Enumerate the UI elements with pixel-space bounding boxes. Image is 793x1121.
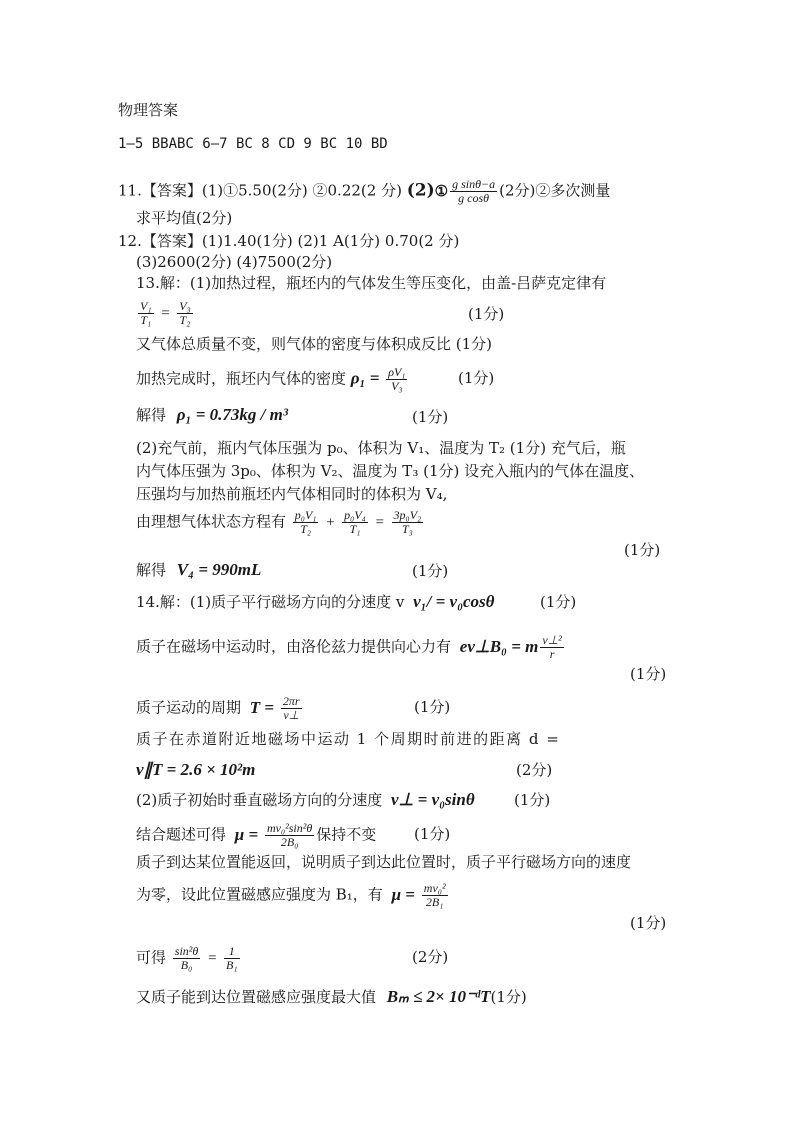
q13-equation-1: $\frac{\text{V₁}}{\text{T₁}}$ = $\frac{\text{V₃}}{\text{T₂}}$: [140, 299, 191, 327]
q12-line-1: 12.【答案】(1)1.40(1分) (2)1 A(1分) 0.70(2 分): [118, 232, 460, 250]
q14-score-1: (1分): [540, 593, 577, 611]
q13-score-4: (1分): [412, 408, 449, 426]
frac-g2: $\frac{\text{p₀V₄}}{\text{T₁}}$: [344, 508, 366, 536]
q14-eq-5: v⊥ = v₀sinθ: [391, 790, 475, 809]
q14-score-9: (2分): [412, 948, 449, 966]
multiple-choice-answers: 1—5 BBABC 6—7 BC 8 CD 9 BC 10 BD: [118, 136, 388, 152]
frac-v3-t2: $\frac{\text{V₃}}{\text{T₂}}$: [179, 299, 191, 327]
period-lhs: T =: [249, 697, 275, 717]
q14-eq-2: ev⊥B₀ = m: [459, 636, 539, 656]
frac-sin-b0: $\frac{\text{sin²θ}}{\text{B₀}}$: [174, 944, 199, 972]
q14-line-2-text: 质子在磁场中运动时，由洛伦兹力提供向心力有: [136, 637, 452, 656]
q14-line-2: [136, 634, 566, 661]
q13-line-3-text: 加热完成时，瓶坯内气体的密度: [136, 369, 347, 388]
q14-line-9: [136, 882, 450, 909]
q11-text-b: (2分)②多次测量: [499, 181, 611, 200]
q12-line-2: (3)2600(2分) (4)7500(2分): [136, 253, 333, 271]
q13-line-6: 内气体压强为 3p₀、体积为 V₂、温度为 T₃ (1分) 设充入瓶内的气体在温度、: [136, 462, 645, 480]
q14-eq-10: Bₘ ≤ 2× 10⁻ᵈT: [386, 987, 491, 1006]
q13-line-1: 13.解：(1)加热过程，瓶坯内的气体发生等压变化，由盖-吕萨克定律有: [136, 274, 607, 292]
q14-line-6-text: (2)质子初始时垂直磁场方向的分速度: [136, 791, 383, 809]
frac-rho: $\frac{\text{ρV₁}}{\text{V₃}}$: [388, 365, 406, 393]
q13-line-4: [136, 405, 288, 425]
q14-line-5: [136, 760, 255, 780]
q14-line-11-text: 又质子能到达位置磁感应强度最大值: [136, 988, 377, 1006]
q14-line-1: [136, 592, 494, 612]
q14-score-5: (1分): [514, 791, 551, 809]
frac-centripetal: $\frac{\text{v⊥²}}{r}$: [542, 633, 562, 661]
q14-score-2: (1分): [630, 665, 667, 683]
q14-line-3-text: 质子运动的周期: [136, 698, 242, 717]
q13-line-7: 压强均与加热前瓶坯内气体相同时的体积为 V₄,: [136, 485, 448, 503]
rho-lhs: ρ₁ =: [350, 368, 380, 388]
page-title: 物理答案: [118, 101, 179, 119]
q14-score-10: (1分): [490, 988, 527, 1006]
q13-score-9: (1分): [412, 562, 449, 580]
q14-line-3: [136, 695, 304, 722]
q13-line-8: 由理想气体状态方程有 $\frac{\text{p₀V₁}}{\text{T₂}}$ + $\frac{\text{p₀V₄}}{\text{T₁}}$ = $\frac{\text{3p₀V₂}}{\text{T₃}}$: [136, 508, 422, 536]
q13-line-9-text: 解得: [136, 561, 167, 579]
q11-part2: (2): [406, 180, 435, 201]
q13-line-9: [136, 560, 261, 580]
q14-line-1-text: 14.解：(1)质子平行磁场方向的分速度 v: [136, 593, 405, 611]
q11-line-1: [118, 178, 610, 205]
q14-eq-1: v₁/ = v₀cosθ: [413, 592, 495, 611]
q14-line-7-text-b: 保持不变: [316, 825, 377, 844]
v4-result: V₄ = 990mL: [176, 560, 262, 579]
q14-score-8: (1分): [630, 914, 667, 932]
q14-line-8: 质子到达某位置能返回，说明质子到达此位置时，质子平行磁场方向的速度: [136, 853, 632, 871]
q14-line-11: [136, 987, 527, 1007]
q14-line-10-text: 可得: [136, 948, 167, 967]
rho-result: ρ₁ = 0.73kg / m³: [176, 405, 288, 424]
mu-lhs: μ =: [234, 824, 259, 844]
q14-score-6: (1分): [414, 825, 451, 843]
q14-line-9-text: 为零，设此位置磁感应强度为 B₁，有: [136, 885, 383, 904]
frac-one-b1: $\frac{1}{\text{B₁}}$: [225, 944, 238, 972]
frac-mu: $\frac{\text{mv₀²sin²θ}}{\text{2B₀}}$: [266, 821, 313, 849]
q14-line-6: [136, 790, 475, 810]
q14-eq-4: v∥T = 2.6 × 10²m: [136, 760, 256, 779]
q11-fraction: $\frac{\text{g sinθ−a}}{\text{g cosθ}}$: [452, 177, 496, 205]
q11-line-2: 求平均值(2分): [136, 209, 233, 227]
q13-score-8: (1分): [624, 541, 661, 559]
q14-line-10: 可得 $\frac{\text{sin²θ}}{\text{B₀}}$ = $\frac{1}{\text{B₁}}$: [136, 944, 238, 972]
q14-line-7: [136, 822, 376, 849]
q11-text-a: 11.【答案】(1)①5.50(2分) ②0.22(2 分): [118, 181, 402, 200]
q14-line-7-text-a: 结合题述可得: [136, 825, 227, 844]
q14-score-3: (1分): [414, 698, 451, 716]
q13-score-1: (1分): [468, 305, 505, 323]
frac-g3: $\frac{\text{3p₀V₂}}{\text{T₃}}$: [393, 508, 422, 536]
q13-line-8-text: 由理想气体状态方程有: [136, 512, 287, 531]
frac-g1: $\frac{\text{p₀V₁}}{\text{T₂}}$: [294, 508, 317, 536]
q13-line-2: 又气体总质量不变，则气体的密度与体积成反比 (1分): [136, 335, 493, 353]
mu-lhs-2: μ =: [391, 884, 415, 904]
q13-line-3: [136, 366, 409, 393]
q14-line-4: 质子在赤道附近地磁场中运动 1 个周期时前进的距离 d =: [136, 730, 561, 748]
frac-v1-t1: $\frac{\text{V₁}}{\text{T₁}}$: [140, 299, 152, 327]
frac-mu-2: $\frac{\text{mv₀²}}{\text{2B₁}}$: [423, 881, 446, 909]
frac-period: $\frac{2\pi r}{v\perp}$: [282, 694, 300, 722]
q13-line-5: (2)充气前，瓶内气体压强为 p₀、体积为 V₁、温度为 T₂ (1分) 充气后，瓶: [136, 439, 626, 457]
q13-score-3: (1分): [458, 369, 495, 387]
q14-score-4: (2分): [516, 761, 553, 779]
q11-circle-1: ①: [434, 181, 449, 200]
q13-line-4-text: 解得: [136, 406, 167, 424]
